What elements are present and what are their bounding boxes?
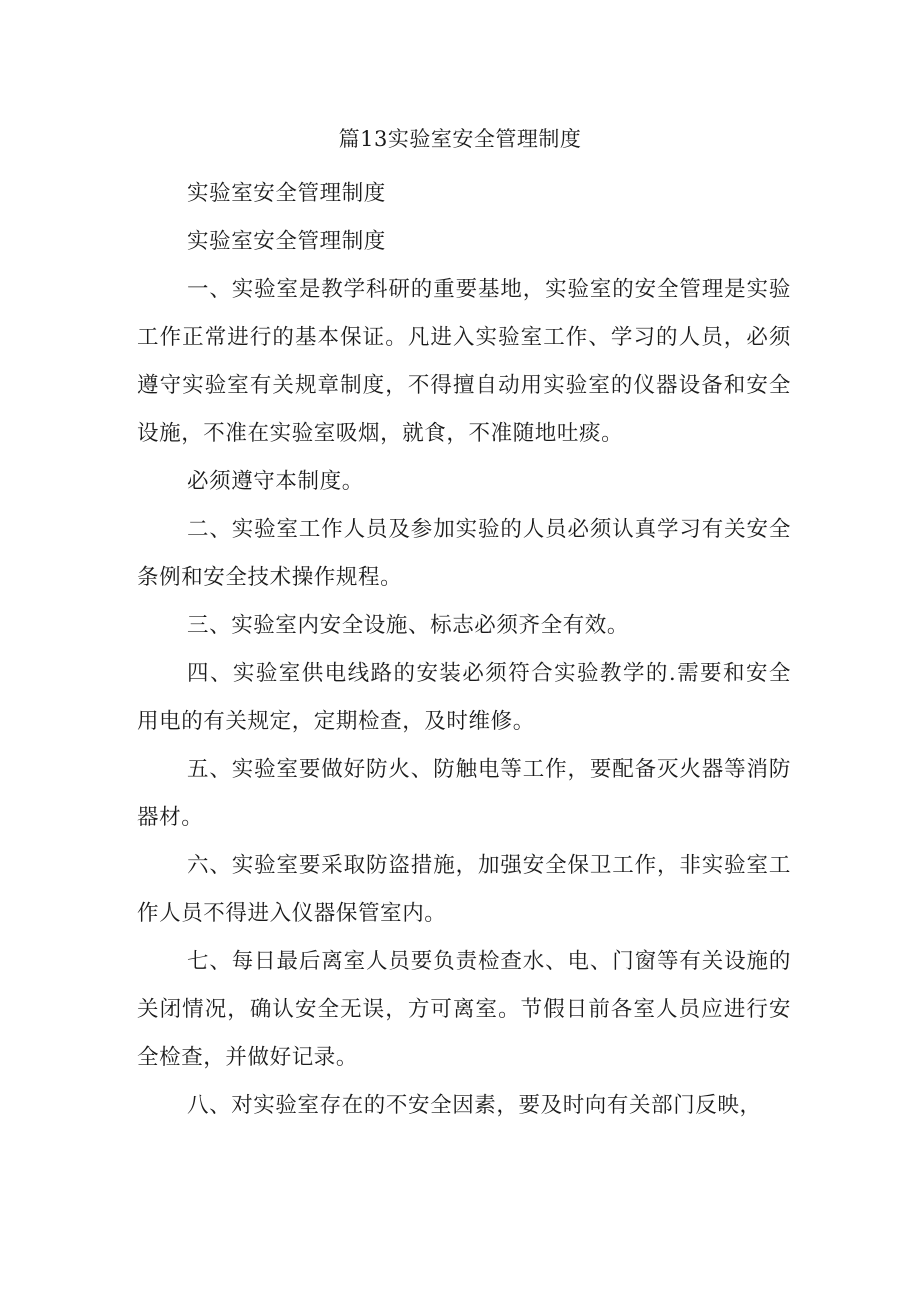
paragraph-rule-1-note: 必须遵守本制度。	[187, 469, 364, 494]
paragraph-subtitle-1: 实验室安全管理制度	[187, 181, 386, 206]
paragraph-rule-7: 七、每日最后离室人员要负责检查水、电、门窗等有关设施的关闭情况，确认安全无误，方可离室。节假日前各室人员应进行安全检查，并做好记录。	[137, 949, 791, 1070]
paragraph-rule-3: 三、实验室内安全设施、标志必须齐全有效。	[187, 613, 630, 638]
paragraph-rule-8: 八、对实验室存在的不安全因素，要及时向有关部门反映，	[187, 1093, 762, 1118]
paragraph-rule-5: 五、实验室要做好防火、防触电等工作，要配备灭火器等消防器材。	[137, 757, 791, 830]
paragraph-rule-2: 二、实验室工作人员及参加实验的人员必须认真学习有关安全条例和安全技术操作规程。	[137, 517, 791, 590]
paragraph-rule-1: 一、实验室是教学科研的重要基地，实验室的安全管理是实验工作正常进行的基本保证。凡进入实验室工作、学习的人员，必须遵守实验室有关规章制度，不得擅自动用实验室的仪器设备和安全设施，不准在实验室吸烟，就食，不准随地吐痰。	[137, 277, 791, 446]
paragraph-rule-6: 六、实验室要采取防盗措施，加强安全保卫工作，非实验室工作人员不得进入仪器保管室内。	[137, 853, 791, 926]
paragraph-subtitle-2: 实验室安全管理制度	[187, 229, 386, 254]
paragraph-rule-4: 四、实验室供电线路的安装必须符合实验教学的.需要和安全用电的有关规定，定期检查，及时维修。	[137, 661, 791, 734]
document-body	[137, 170, 791, 1130]
document-title: 篇13实验室安全管理制度	[338, 127, 582, 151]
